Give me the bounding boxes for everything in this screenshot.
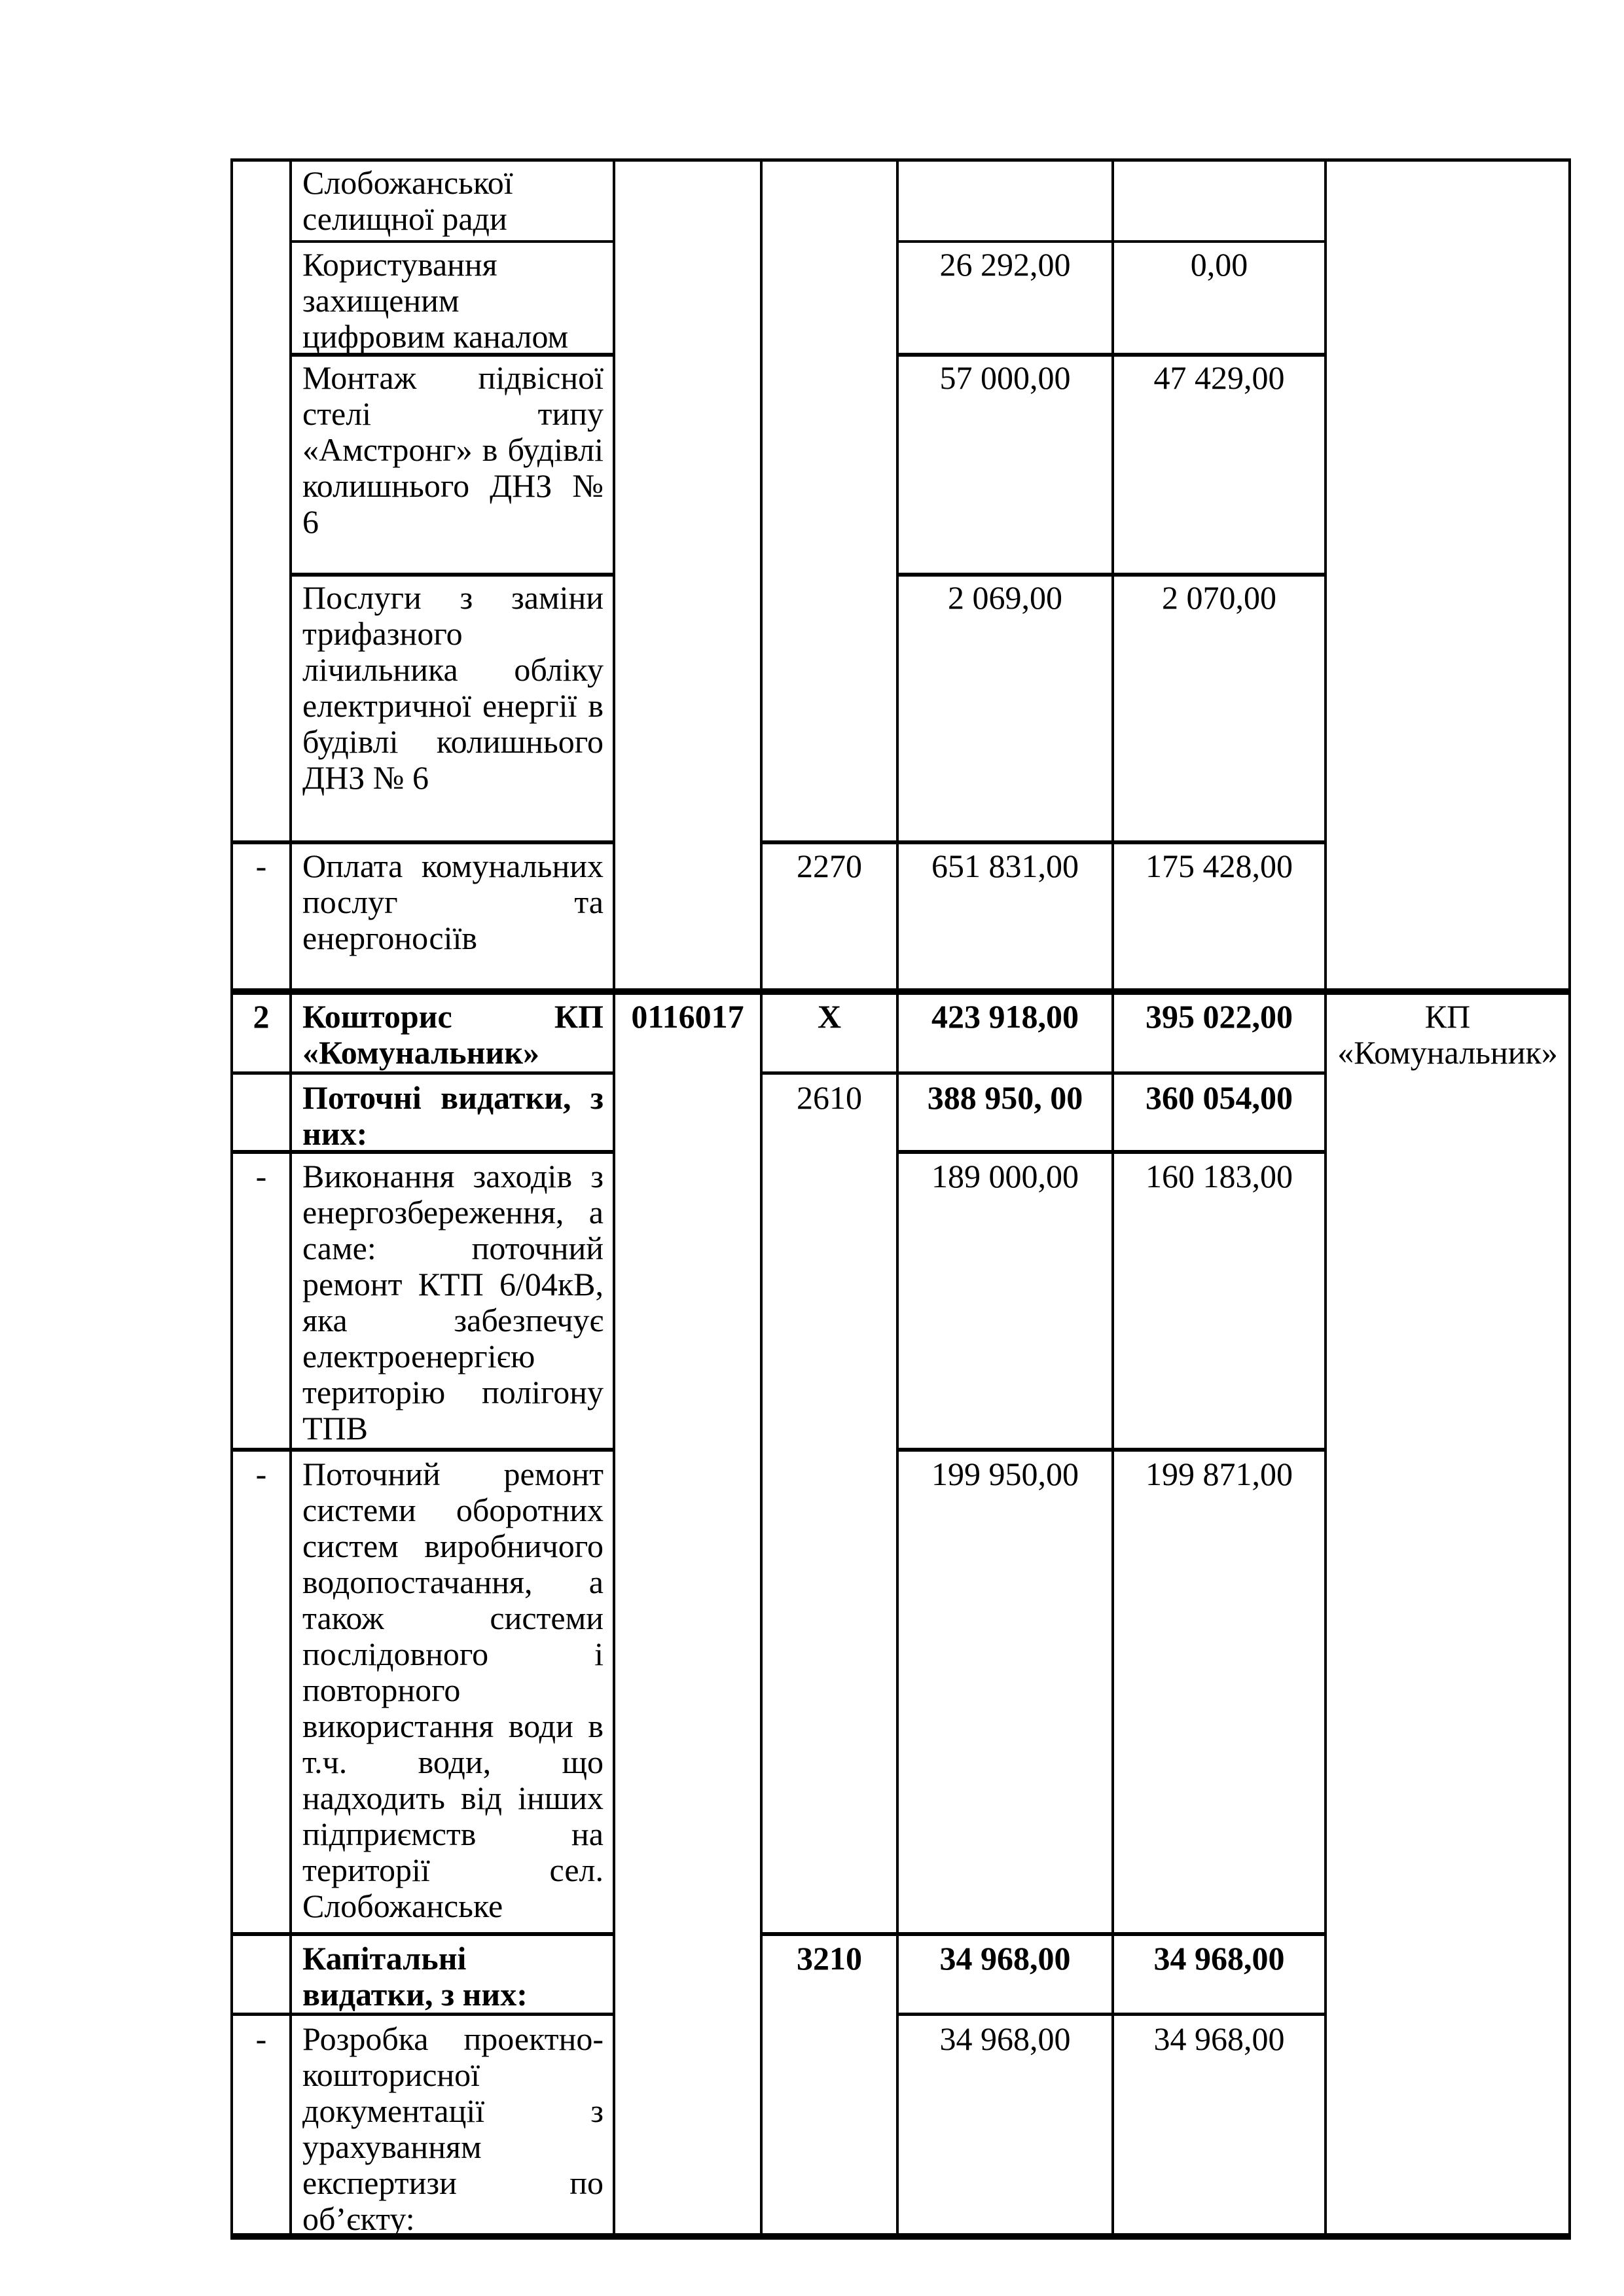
description-cell: Монтаж підвісної стелі типу «Амстронг» в будівлі колишнього ДНЗ № 6	[302, 359, 604, 540]
table-grid-line	[897, 1150, 1326, 1154]
planned-amount-cell: 57 000,00	[939, 359, 1071, 396]
description-cell: Поточні видатки, з них:	[302, 1079, 604, 1152]
table-grid-line	[897, 573, 1326, 577]
description-cell: Слобожанської селищної ради	[302, 164, 513, 237]
table-grid-line	[613, 158, 615, 2240]
description-cell: Користування захищеним цифровим каналом	[302, 246, 569, 355]
description-cell: Оплата комунальних послуг та енергоносіїв	[302, 848, 604, 956]
description-cell: Поточний ремонт системи оборотних систем виробничого водопостачання, а також системи послідовного і повторного використання води в т.ч. води, що надходить від інших підприємств на території сел. Слобожанське	[302, 1456, 604, 1924]
description-cell: Розробка проектно-кошторисної документації з урахуванням експертизи по об’єкту:	[302, 2020, 604, 2237]
planned-amount-cell: 26 292,00	[939, 246, 1071, 283]
actual-amount-cell: 34 968,00	[1153, 2020, 1285, 2057]
planned-amount-cell: 189 000,00	[931, 1158, 1079, 1194]
table-grid-line	[897, 353, 1326, 357]
row-number-cell: 2	[253, 998, 270, 1035]
row-number-cell: -	[255, 848, 267, 884]
table-grid-line	[897, 240, 1326, 243]
planned-amount-cell: 388 950, 00	[927, 1079, 1083, 1116]
table-grid-line	[897, 1448, 1326, 1452]
description-cell: Кошторис КП «Комунальник»	[302, 998, 604, 1071]
actual-amount-cell: 2 070,00	[1162, 579, 1276, 616]
planned-amount-cell: 651 831,00	[931, 848, 1079, 884]
table-grid-line	[232, 1071, 614, 1075]
kekv-code-cell: Х	[817, 998, 842, 1035]
planned-amount-cell: 34 968,00	[939, 2020, 1071, 2057]
kekv-code-cell: 3210	[797, 1940, 862, 1977]
executor-cell: КП «Комунальник»	[1337, 998, 1558, 1071]
actual-amount-cell: 360 054,00	[1146, 1079, 1293, 1116]
table-grid-line	[896, 158, 899, 2240]
table-grid-line	[232, 2013, 614, 2016]
table-grid-line	[291, 573, 614, 577]
kekv-code-cell: 2270	[797, 848, 862, 884]
row-number-cell: -	[255, 1456, 267, 1492]
actual-amount-cell: 47 429,00	[1153, 359, 1285, 396]
table-grid-line	[760, 158, 763, 2240]
table-grid-line	[761, 1932, 1326, 1936]
table-grid-line	[1568, 158, 1571, 2240]
table-grid-line	[291, 240, 614, 243]
planned-amount-cell: 2 069,00	[948, 579, 1062, 616]
table-grid-line	[1111, 158, 1114, 2240]
planned-amount-cell: 34 968,00	[939, 1940, 1071, 1977]
actual-amount-cell: 160 183,00	[1146, 1158, 1293, 1194]
table-grid-line	[761, 840, 1326, 844]
kekv-code-cell: 2610	[797, 1079, 862, 1116]
table-grid-line	[289, 158, 292, 2240]
actual-amount-cell: 175 428,00	[1146, 848, 1293, 884]
table-grid-line	[761, 1071, 1326, 1075]
planned-amount-cell: 423 918,00	[931, 998, 1079, 1035]
section-separator-line	[230, 988, 1571, 995]
actual-amount-cell: 0,00	[1190, 246, 1248, 283]
planned-amount-cell: 199 950,00	[931, 1456, 1079, 1492]
table-top-border	[230, 158, 1571, 162]
description-cell: Виконання заходів з енергозбереження, а саме: поточний ремонт КТП 6/04кВ, яка забезпечує електроенергією територію полігону ТПВ	[302, 1158, 604, 1446]
table-grid-line	[232, 1448, 614, 1452]
row-number-cell: -	[255, 2020, 267, 2057]
table-grid-line	[230, 158, 233, 2240]
actual-amount-cell: 34 968,00	[1153, 1940, 1285, 1977]
description-cell: Послуги з заміни трифазного лічильника обліку електричної енергії в будівлі колишнього ДНЗ № 6	[302, 579, 604, 796]
actual-amount-cell: 395 022,00	[1146, 998, 1293, 1035]
table-grid-line	[232, 840, 614, 844]
table-grid-line	[1324, 158, 1327, 2240]
row-number-cell: -	[255, 1158, 267, 1194]
program-code-cell: 0116017	[631, 998, 744, 1035]
table-grid-line	[232, 1932, 614, 1936]
actual-amount-cell: 199 871,00	[1146, 1456, 1293, 1492]
description-cell: Капітальні видатки, з них:	[302, 1940, 528, 2013]
table-grid-line	[897, 2013, 1326, 2016]
